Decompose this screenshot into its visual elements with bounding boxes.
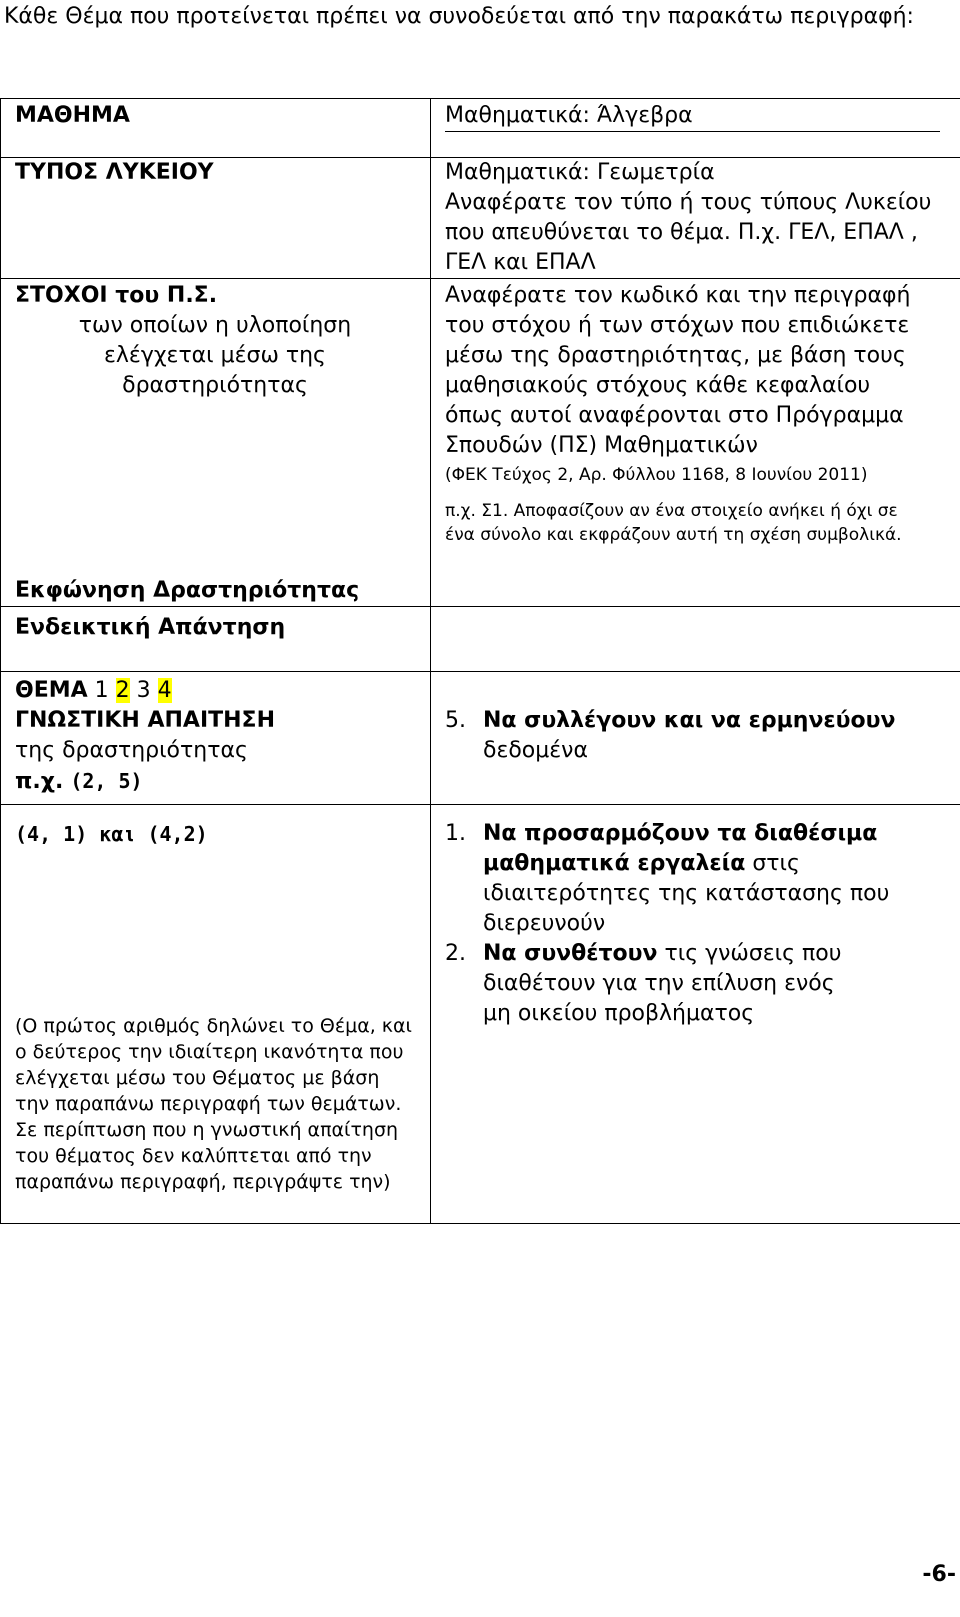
note-line-1: (Ο πρώτος αριθμός δηλώνει το Θέμα, και [15,1015,412,1037]
value-algebra: Μαθηματικά: Άλγεβρα [445,101,940,132]
item-list [445,819,960,1029]
thema-n4-highlight: 4 [157,678,172,703]
list-item-1 [445,819,960,939]
description-table [0,98,960,1224]
thema-n1: 1 [94,678,109,703]
item1-bold1: Να προσαρμόζουν τα διαθέσιμα [483,821,878,846]
item5-rest: δεδομένα [483,738,588,763]
pairs-value: (4, 1) και (4,2) [15,822,208,846]
item2-rest3: μη οικείου προβλήματος [483,1001,755,1026]
stoxoi-line-5: όπως αυτοί αναφέρονται στο Πρόγραμμα [445,403,904,428]
item2-bold: Να συνθέτουν [483,941,658,966]
intro-text: Κάθε Θέμα που προτείνεται πρέπει να συνοδεύεται από την παρακάτω περιγραφή: [4,4,914,29]
typos-line-1: Αναφέρατε τον τύπο ή τους τύπους Λυκείου [445,190,932,215]
note-line-3: ελέγχεται μέσω του Θέματος με βάση [15,1067,380,1089]
item2-num: 2. [445,941,466,966]
stoxoi-line-6: Σπουδών (ΠΣ) Μαθηματικών [445,433,758,458]
note-line-7: παραπάνω περιγραφή, περιγράψτε την) [15,1171,391,1193]
row-gnostiki [1,672,960,805]
example-line-1: π.χ. Σ1. Αποφασίζουν αν ένα στοιχείο ανήκει ή όχι σε [445,501,898,521]
stoxoi-line-2: του στόχου ή των στόχων που επιδιώκετε [445,313,910,338]
item2-rest2: διαθέτουν για την επίλυση ενός [483,971,835,996]
px-line [15,766,430,797]
item5-num: 5. [445,708,466,733]
stoxoi-line-4: μαθησιακούς στόχους κάθε κεφαλαίου [445,373,871,398]
stoxoi-sub-2: ελέγχεται μέσω της δραστηριότητας [104,343,326,398]
label-apantisi: Ενδεικτική Απάντηση [15,615,286,640]
stoxoi-sub-1: των οποίων η υλοποίηση [78,313,352,338]
row-typos [1,158,960,279]
row-stoxoi [1,279,960,607]
stoxoi-line-3: μέσω της δραστηριότητας, με βάση τους [445,343,906,368]
item1-rest3: διερευνούν [483,911,606,936]
typos-line-2: που απευθύνεται το θέμα. Π.χ. ΓΕΛ, ΕΠΑΛ , [445,220,918,245]
item1-rest1: στις [745,851,800,876]
label-mathima: ΜΑΘΗΜΑ [15,103,130,128]
fek-reference: (ΦΕΚ Τεύχος 2, Αρ. Φύλλου 1168, 8 Ιουνίου 2011) [445,465,868,485]
item-list-5 [445,706,960,766]
px-value: (2, 5) [70,769,143,793]
item1-bold2: μαθηματικά εργαλεία [483,851,746,876]
note-line-4: την παραπάνω περιγραφή των θεμάτων. [15,1093,402,1115]
thema-line [15,676,430,706]
value-geometry: Μαθηματικά: Γεωμετρία [445,160,715,185]
stoxoi-line-1: Αναφέρατε τον κωδικό και την περιγραφή [445,283,911,308]
list-item-2 [445,939,960,1029]
item1-rest2: ιδιαιτερότητες της κατάστασης που [483,881,890,906]
item2-rest1: τις γνώσεις που [657,941,842,966]
note-line-5: Σε περίπτωση που η γνωστική απαίτηση [15,1119,399,1141]
row-apantisi [1,607,960,672]
item5-bold: Να συλλέγουν και να ερμηνεύουν [483,708,896,733]
label-ekfonisi: Εκφώνηση Δραστηριότητας [15,578,360,603]
label-gnostiki: ΓΝΩΣΤΙΚΗ ΑΠΑΙΤΗΣΗ [15,708,275,733]
label-stoxoi: ΣΤΟΧΟΙ του Π.Σ. [15,283,218,308]
thema-n2-highlight: 2 [115,678,130,703]
example-line-2: ένα σύνολο και εκφράζουν αυτή τη σχέση συμβολικά. [445,525,902,545]
item1-num: 1. [445,821,466,846]
list-item-5 [445,706,960,766]
label-tis: της δραστηριότητας [15,738,248,763]
note-line-6: του θέματος δεν καλύπτεται από την [15,1145,372,1167]
row-mathima [1,99,960,158]
typos-line-3: ΓΕΛ και ΕΠΑΛ [445,250,596,275]
label-typos: ΤΥΠΟΣ ΛΥΚΕΙΟΥ [15,160,214,185]
px-label: π.χ. [15,769,64,794]
thema-n3: 3 [136,678,151,703]
thema-label: ΘΕΜΑ [15,678,88,703]
row-pairs [1,805,960,1224]
note-line-2: ο δεύτερος την ιδιαίτερη ικανότητα που [15,1041,404,1063]
page-number: -6- [922,1562,956,1587]
